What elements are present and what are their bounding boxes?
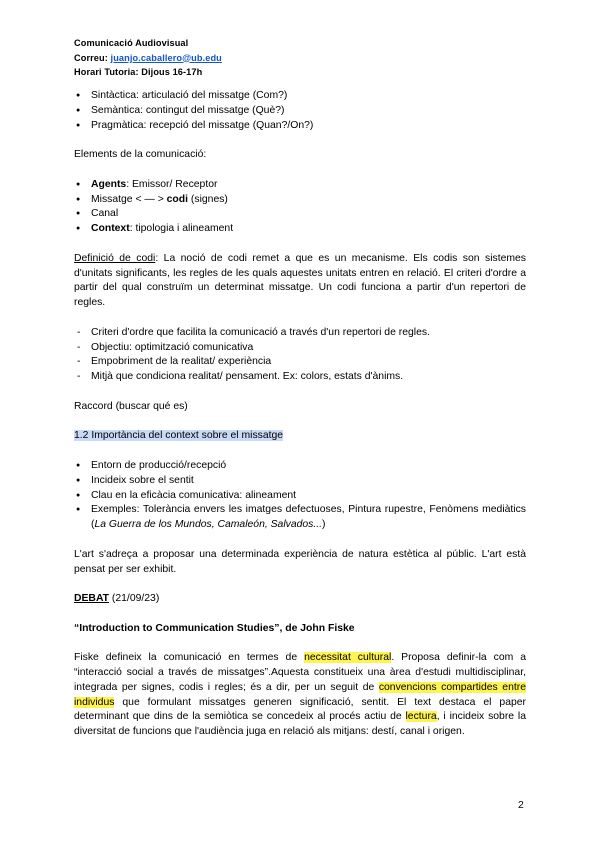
list-item: - Criteri d'ordre que facilita la comunicació a través d'un repertori de regles. <box>74 326 526 341</box>
list-item: ● Entorn de producció/recepció <box>74 459 526 474</box>
elements-list <box>74 178 526 237</box>
debat-label: DEBAT <box>74 593 110 605</box>
codi-definition: Definició de codi: La noció de codi remet a que es un mecanisme. Els codis son sistemes d'unitats significants, les regles de les quals aquestes unitats entren en relació. El criteri d'ordre a partir del qual construïm un determinat missatge. Un codi funciona a partir d'un repertori de regles. <box>74 252 526 309</box>
list-item: - Mitjà que condiciona realitat/ pensament. Ex: colors, estats d'ànims. <box>74 370 526 385</box>
highlight: necessitat cultural <box>304 652 392 664</box>
email-link[interactable]: juanjo.caballero@ub.edu <box>110 52 222 63</box>
debat-heading: DEBAT (21/09/23) <box>74 593 160 605</box>
highlight: convencions compartides entre individus <box>74 681 526 708</box>
list-item: ● Clau en la eficàcia comunicativa: alineament <box>74 489 526 504</box>
codi-term: Definició de codi <box>74 252 156 264</box>
tutoria-hours: Horari Tutoria: Dijous 16-17h <box>74 67 203 77</box>
email-label: Correu: <box>74 52 111 63</box>
context-points-list <box>74 459 526 533</box>
codi-points-list <box>74 326 526 385</box>
list-item: - Objectiu: optimització comunicativa <box>74 341 526 356</box>
section-title: 1.2 Importància del context sobre el missatge <box>74 430 284 442</box>
document-body <box>74 89 526 740</box>
email-line <box>74 51 222 66</box>
list-item: - Empobriment de la realitat/ experiència <box>74 355 526 370</box>
elements-heading: Elements de la comunicació: <box>74 149 207 161</box>
page-number: 2 <box>518 800 524 811</box>
raccord-note: Raccord (buscar qué es) <box>74 400 188 412</box>
list-item: ● Missatge < — > codi (signes) <box>74 193 526 208</box>
list-item: ● Incideix sobre el sentit <box>74 474 526 489</box>
list-item: ● Semàntica: contingut del missatge (Què?) <box>74 104 526 119</box>
fiske-paragraph: Fiske defineix la comunicació en termes de necessitat cultural. Proposa definir-la com a “interacció social a través de missatges”.Aquesta constitueix una àrea d'estudi multidisciplinar, integrada per signes, codis i regles; és a dir, per un seguit de convencions compartides entre individus que formulant missatges generen significació, sentit. El text destaca el paper determinant que dins de la semiòtica se concedeix al procés actiu de lectura, i incideix sobre la diversitat de funcions que l'audiència juga en relació als mitjans: destí, canal i origen. <box>74 652 526 738</box>
course-title: Comunicació Audiovisual <box>74 38 189 48</box>
list-item: ● Pragmàtica: recepció del missatge (Quan?/On?) <box>74 119 526 134</box>
list-item: ● Exemples: Tolerància envers les imatges defectuoses, Pintura rupestre, Fenòmens mediàtics (La Guerra de los Mundos, Camaleón, Salvados...) <box>74 503 526 533</box>
highlight: lectura <box>405 711 437 723</box>
fiske-title: “Introduction to Communication Studies”, de John Fiske <box>74 622 355 634</box>
message-levels-list <box>74 89 526 133</box>
list-item: ● Canal <box>74 207 526 222</box>
list-item: ● Context: tipologia i alineament <box>74 222 526 237</box>
list-item: ● Agents: Emissor/ Receptor <box>74 178 526 193</box>
list-item: ● Sintàctica: articulació del missatge (Com?) <box>74 89 526 104</box>
art-paragraph: L'art s'adreça a proposar una determinada experiència de natura estètica al públic. L'art està pensat per ser exhibit. <box>74 548 526 575</box>
page-header <box>74 36 222 80</box>
